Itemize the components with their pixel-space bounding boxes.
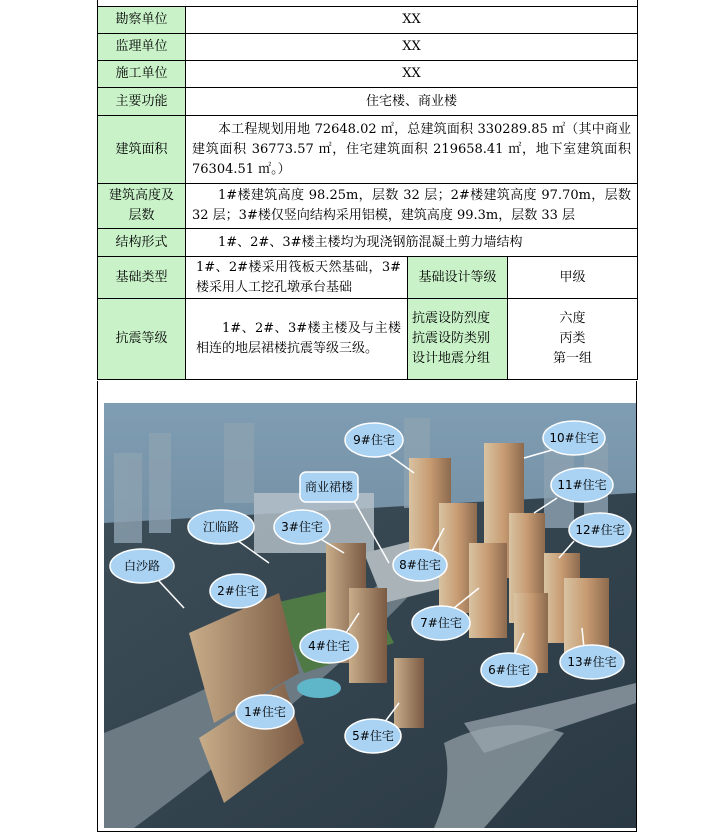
height-floors-value: 1#楼建筑高度 98.25m，层数 32 层；2#楼建筑高度 97.70m，层数 32 层；3#楼仅竖向结构采用铝模，建筑高度 99.3m，层数 33 层	[186, 184, 638, 229]
seismic-intensity-value: 六度	[559, 311, 586, 326]
structure-value: 1#、2#、3#楼主楼均为现浇钢筋混凝土剪力墙结构	[186, 229, 638, 257]
row-main-function	[98, 88, 638, 116]
row-foundation	[98, 257, 638, 299]
construction-unit-label: 施工单位	[98, 61, 186, 88]
callout-b6-label: 6#住宅	[488, 663, 530, 677]
height-floors-label: 建筑高度及层数	[98, 184, 186, 229]
callout-b3-label: 3#住宅	[281, 520, 323, 534]
building-area-label: 建筑面积	[98, 116, 186, 184]
survey-unit-value: XX	[186, 7, 638, 34]
callout-b5-label: 5#住宅	[352, 729, 394, 743]
callout-b2-label: 2#住宅	[217, 584, 259, 598]
seismic-intensity-label: 抗震设防烈度	[412, 311, 491, 326]
callout-b11-label: 11#住宅	[557, 478, 607, 492]
main-function-label: 主要功能	[98, 88, 186, 116]
survey-unit-label: 勘察单位	[98, 7, 186, 34]
seismic-value: 1#、2#、3#楼主楼及与主楼相连的地层裙楼抗震等级三级。	[186, 299, 408, 380]
callout-jianglin-road-label: 江临路	[202, 520, 240, 534]
seismic-group-label: 设计地震分组	[412, 351, 491, 366]
callout-b7-label: 7#住宅	[420, 616, 462, 630]
callout-b10-label: 10#住宅	[549, 431, 599, 445]
foundation-grade-label: 基础设计等级	[408, 257, 508, 299]
supervision-unit-value: XX	[186, 34, 638, 61]
row-seismic	[98, 299, 638, 380]
aerial-rendering	[104, 403, 636, 828]
row-building-area	[98, 116, 638, 184]
foundation-label: 基础类型	[98, 257, 186, 299]
seismic-sub-values	[508, 299, 638, 380]
row-construction-unit	[98, 61, 638, 88]
row-height-floors	[98, 184, 638, 229]
callout-b4-label: 4#住宅	[308, 639, 350, 653]
callout-b1-label: 1#住宅	[244, 705, 286, 719]
row-supervision-unit	[98, 34, 638, 61]
document-page	[97, 6, 637, 832]
structure-label: 结构形式	[98, 229, 186, 257]
seismic-category-value: 丙类	[559, 331, 586, 346]
seismic-group-value: 第一组	[553, 351, 593, 366]
seismic-sub-labels	[408, 299, 508, 380]
callout-b13-label: 13#住宅	[567, 655, 617, 669]
row-structure	[98, 229, 638, 257]
main-function-value: 住宅楼、商业楼	[186, 88, 638, 116]
construction-unit-value: XX	[186, 61, 638, 88]
project-info-table	[97, 6, 638, 380]
seismic-label: 抗震等级	[98, 299, 186, 380]
foundation-value: 1#、2#楼采用筏板天然基础，3#楼采用人工挖孔墩承台基础	[186, 257, 408, 299]
callout-b8-label: 8#住宅	[399, 558, 441, 572]
callout-commercial-label: 商业裙楼	[304, 480, 354, 494]
callout-b2	[210, 574, 266, 608]
foundation-grade-value: 甲级	[508, 257, 638, 299]
callout-baisha-road-label: 白沙路	[123, 559, 161, 573]
callout-b1	[236, 695, 294, 729]
rendering-cell	[97, 381, 637, 832]
pool	[297, 678, 341, 698]
callout-b12-label: 12#住宅	[575, 523, 625, 537]
row-survey-unit	[98, 7, 638, 34]
supervision-unit-label: 监理单位	[98, 34, 186, 61]
building-area-value: 本工程规划用地 72648.02 ㎡，总建筑面积 330289.85 ㎡（其中商业建筑面积 36773.57 ㎡，住宅建筑面积 219658.41 ㎡，地下室建筑面积 76304.51 ㎡。）	[186, 116, 638, 184]
callout-b9-label: 9#住宅	[353, 433, 395, 447]
seismic-category-label: 抗震设防类别	[412, 331, 491, 346]
